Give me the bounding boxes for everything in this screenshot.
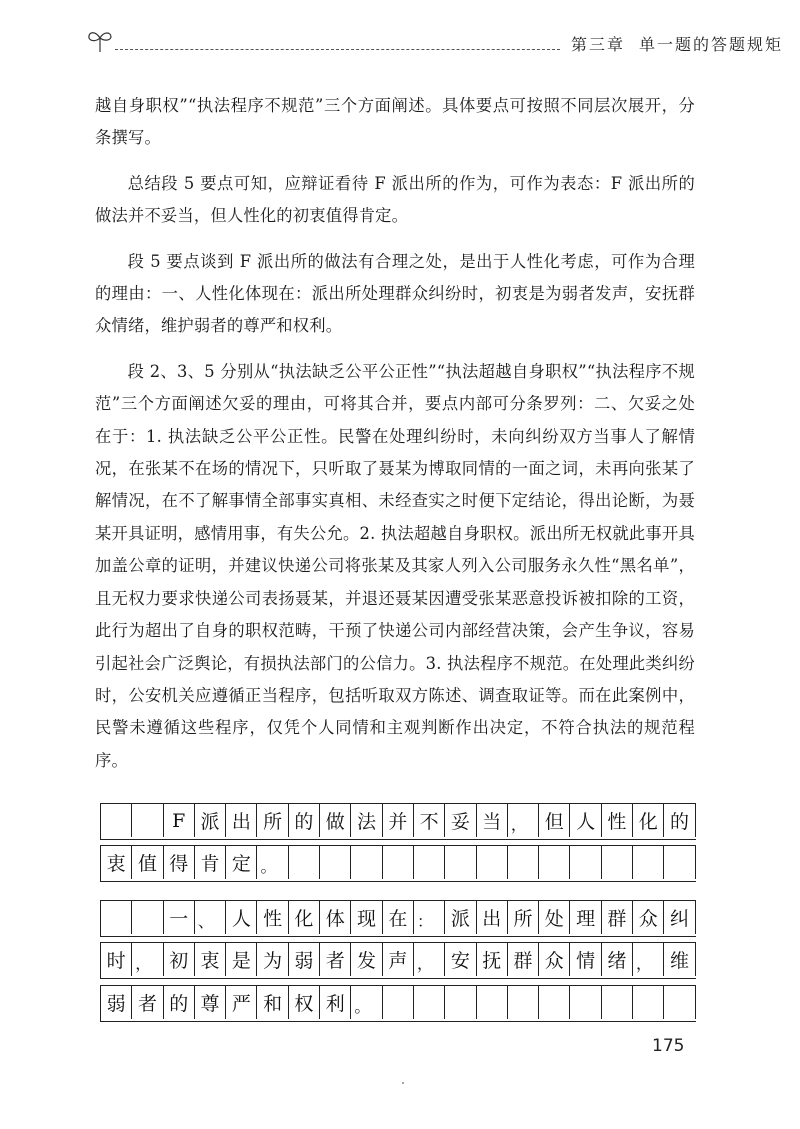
grid-cell: 尊 [195,986,226,1019]
grid-cell: 性 [257,901,288,934]
grid-cell: 化 [289,901,320,934]
grid-cell: 并 [383,804,414,837]
grid-cell [383,846,414,879]
grid-cell: 严 [226,986,257,1019]
grid-cell: 者 [320,943,351,976]
grid-cell: ， [633,943,664,976]
grid-cell: 。 [351,986,382,1019]
page-header [85,22,784,58]
grid-cell: 众 [539,943,570,976]
paragraph: 段 2、3、5 分别从“执法缺乏公平公正性”“执法超越自身职权”“执法程序不规范”三个方面阐述欠妥的理由，可将其合并，要点内部可分条罗列：二、欠妥之处在于：1. 执法缺乏公平公正性。民警在处理纠纷时，未向纠纷双方当事人了解情况，在张某不在场的情况下，只听取了聂某为博取同情的一面之词，未再向张某了解情况，在不了解事情全部事实真相、未经查实之时便下定结论，得出论断，为聂某开具证明，感情用事，有失公允。2. 执法超越自身职权。派出所无权就此事开具加盖公章的证明，并建议快递公司将张某及其家人列入公司服务永久性“黑名单”，且无权力要求快递公司表扬聂某，并退还聂某因遭受张某恶意投诉被扣除的工资，此行为超出了自身的职权范畴，干预了快递公司内部经营决策，会产生争议，容易引起社会广泛舆论，有损执法部门的公信力。3. 执法程序不规范。在处理此类纠纷时，公安机关应遵循正当程序，包括听取双方陈述、调查取证等。而在此案例中，民警未遵循这些程序，仅凭个人同情和主观判断作出决定，不符合执法的规范程序。 [95,361,695,770]
grid-cell: 纠 [664,901,695,934]
grid-cell [477,846,508,879]
grid-cell: 的 [664,804,695,837]
grid-cell [602,846,633,879]
grid-cell [477,986,508,1019]
grid-cell [320,846,351,879]
grid-cell: 肯 [195,846,226,879]
grid-row [100,942,696,979]
grid-cell [539,986,570,1019]
grid-cell: 化 [633,804,664,837]
grid-cell: ： [414,901,445,934]
grid-cell [602,986,633,1019]
grid-cell: 一 [164,901,195,934]
chapter-title: 单一题的答题规矩 [639,35,784,54]
grid-cell: 、 [195,901,226,934]
grid-cell: ， [414,943,445,976]
grid-cell: 当 [477,804,508,837]
grid-cell: 但 [539,804,570,837]
grid-cell [633,846,664,879]
grid-cell [414,986,445,1019]
grid-cell: 不 [414,804,445,837]
grid-cell: 人 [226,901,257,934]
grid-cell [508,846,539,879]
grid-cell: F [164,804,195,837]
grid-row [100,985,696,1022]
grid-cell [570,846,601,879]
grid-cell: 权 [289,986,320,1019]
page-number: 175 [652,1036,685,1056]
chapter-heading [571,32,783,55]
grid-cell: 衷 [195,943,226,976]
grid-cell: 众 [633,901,664,934]
grid-cell: 定 [226,846,257,879]
sprout-icon [85,28,115,54]
grid-cell: 性 [602,804,633,837]
paragraph: 段 5 要点谈到 F 派出所的做法有合理之处，是出于人性化考虑，可作为合理的理由：一、人性化体现在：派出所处理群众纠纷时，初衷是为弱者发声，安抚群众情绪，维护弱者的尊严和权利。 [95,251,695,336]
grid-cell [445,846,476,879]
body-text [95,90,695,790]
grid-cell: 现 [351,901,382,934]
grid-cell: 妥 [445,804,476,837]
grid-cell [132,804,163,837]
grid-cell: 利 [320,986,351,1019]
grid-cell [383,986,414,1019]
grid-row [100,845,696,882]
paragraph: 总结段 5 要点可知，应辩证看待 F 派出所的作为，可作为表态：F 派出所的做法并不妥当，但人性化的初衷值得肯定。 [95,173,695,226]
grid-cell: 值 [132,846,163,879]
grid-cell: 者 [132,986,163,1019]
grid-row [100,900,696,937]
grid-cell: 法 [351,804,382,837]
grid-cell: ， [508,804,539,837]
grid-cell [664,846,695,879]
grid-cell: 初 [164,943,195,976]
grid-cell [570,986,601,1019]
grid-cell: 得 [164,846,195,879]
grid-cell: 绪 [602,943,633,976]
grid-cell [414,846,445,879]
grid-cell: 是 [226,943,257,976]
grid-cell: 所 [508,901,539,934]
grid-cell [101,804,132,837]
grid-cell: 和 [257,986,288,1019]
grid-cell: 衷 [101,846,132,879]
grid-cell: 出 [226,804,257,837]
grid-cell: 弱 [289,943,320,976]
grid-cell: 情 [570,943,601,976]
grid-cell [101,901,132,934]
grid-cell [508,986,539,1019]
grid-cell: 派 [195,804,226,837]
grid-cell: 体 [320,901,351,934]
grid-cell: 所 [257,804,288,837]
grid-cell: 时 [101,943,132,976]
grid-cell: 弱 [101,986,132,1019]
grid-cell [539,846,570,879]
grid-row [100,803,696,840]
scan-speck [402,1082,404,1084]
grid-cell: 做 [320,804,351,837]
grid-cell: 发 [351,943,382,976]
grid-cell: 声 [383,943,414,976]
grid-cell: 理 [570,901,601,934]
grid-cell: 群 [508,943,539,976]
grid-cell [633,986,664,1019]
grid-cell [445,986,476,1019]
grid-cell: 。 [257,846,288,879]
header-rule [115,49,560,50]
grid-cell: 在 [383,901,414,934]
grid-cell: 维 [664,943,695,976]
grid-cell: 安 [445,943,476,976]
grid-cell: 为 [257,943,288,976]
paragraph: 越自身职权”“执法程序不规范”三个方面阐述。具体要点可按照不同层次展开，分条撰写。 [95,96,695,148]
grid-cell [664,986,695,1019]
grid-cell: 人 [570,804,601,837]
grid-cell [351,846,382,879]
grid-cell: 抚 [477,943,508,976]
grid-cell [132,901,163,934]
grid-cell: 群 [602,901,633,934]
chapter-number: 第三章 [571,35,626,54]
grid-cell: 的 [289,804,320,837]
grid-cell: 的 [164,986,195,1019]
grid-cell [289,846,320,879]
grid-cell: 处 [539,901,570,934]
grid-cell: 派 [445,901,476,934]
grid-cell: ， [132,943,163,976]
grid-cell: 出 [477,901,508,934]
